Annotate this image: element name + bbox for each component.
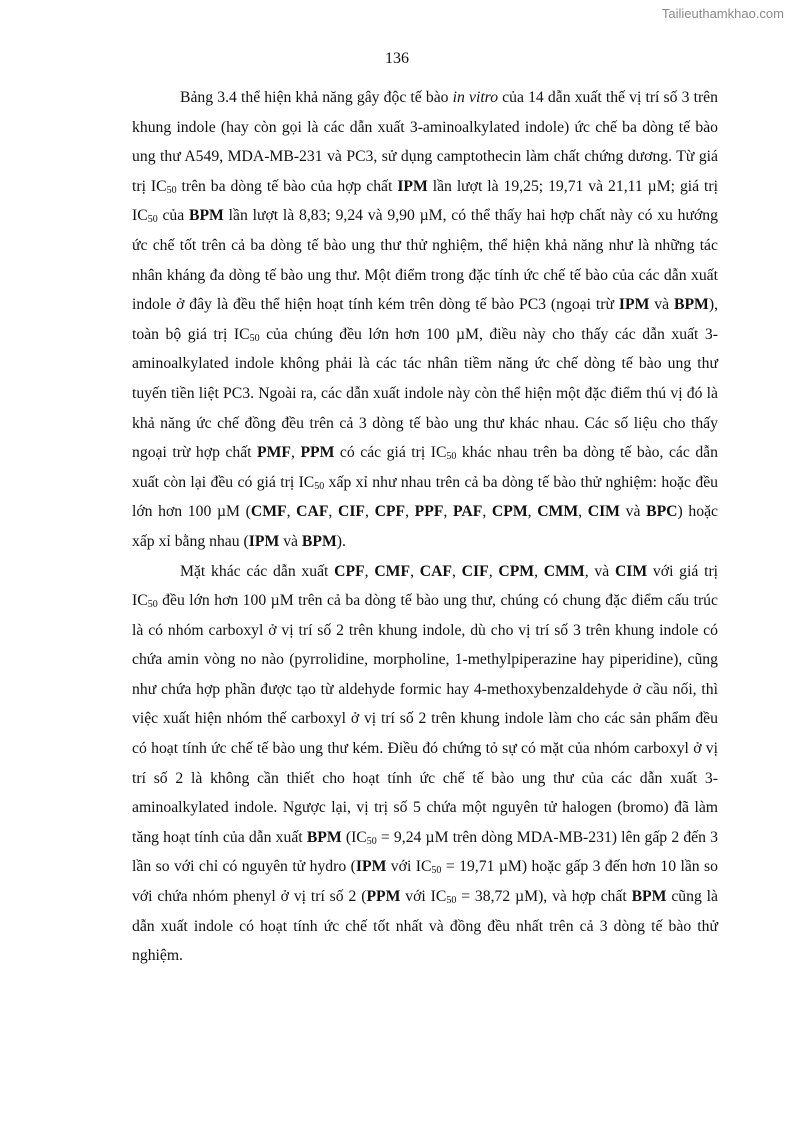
compound-code: CPF (334, 562, 365, 580)
text-run: của 14 dẫn xuất thế vị trí số 3 trên khung indole (hay còn gọi là các dẫn xuất 3-aminoalkylated indole) ức chế ba dòng tế bào ung thư A549, MDA-MB-231 và PC3, sử dụng camptothecin làm chất chứng dương. Từ giá trị IC (132, 89, 718, 195)
body-text (132, 83, 718, 971)
compound-code: CMF (250, 503, 287, 521)
text-run: , (365, 503, 375, 521)
text-run: , (443, 503, 453, 521)
text-run: với giá trị IC (132, 562, 719, 610)
compound-code: BPM (674, 296, 709, 314)
text-run: và (649, 296, 674, 314)
text-run: (IC (341, 828, 367, 846)
compound-code: CIM (614, 562, 648, 580)
text-run: , (291, 444, 301, 462)
text-run: trên ba dòng tế bào của hợp chất (176, 177, 398, 195)
compound-code: CPM (491, 503, 528, 521)
compound-code: CMF (374, 562, 411, 580)
compound-code: CMM (537, 503, 579, 521)
subscript: 50 (431, 865, 442, 877)
text-run: lần lượt là 8,83; 9,24 và 9,90 µM, có thể thấy hai hợp chất này có xu hướng ức chế tốt trên cả ba dòng tế bào ung thư thử nghiệm, thể hiện khả năng như là những tác nhân kháng đa dòng tế bào ung thư. Một điểm trong đặc tính ức chế tế bào của các dẫn xuất indole ở đây là đều thể hiện hoạt tính kém trên dòng tế bào PC3 (ngoại trừ (132, 207, 718, 314)
text-run: , (328, 503, 338, 521)
compound-code: CAF (296, 503, 329, 521)
text-run: , (527, 503, 538, 521)
page-number: 136 (385, 50, 409, 67)
text-run: với IC (386, 858, 432, 876)
compound-code: PPM (300, 444, 335, 462)
text-run: = 19,71 µM) hoặc gấp 3 đến hơn 10 lần so với chứa nhóm phenyl ở vị trí số 2 ( (132, 858, 719, 906)
text-run: của (157, 207, 190, 225)
text-run: ) hoặc xấp xỉ bằng nhau ( (132, 503, 718, 550)
text-run: có các giá trị IC (334, 444, 447, 462)
compound-code: PAF (453, 503, 483, 521)
compound-code: PPF (414, 503, 444, 521)
text-run: in vitro (452, 89, 499, 106)
text-run: , (534, 562, 544, 580)
text-run: của chúng đều lớn hơn 100 µM, điều này cho thấy các dẫn xuất 3-aminoalkylated indole không phải là các tác nhân tiềm năng ức chế dòng tế bào ung thư tuyến tiền liệt PC3. Ngoài ra, các dẫn xuất indole này còn thể hiện một đặc điểm thú vị đó là khả năng ức chế đồng đều trên cả 3 dòng tế bào ung thư khác nhau. Các số liệu cho thấy ngoại trừ hợp chất (132, 325, 718, 462)
subscript: 50 (249, 332, 260, 344)
compound-code: BPM (301, 532, 337, 550)
subscript: 50 (314, 480, 325, 492)
compound-code: IPM (355, 858, 387, 876)
subscript: 50 (366, 835, 377, 847)
text-run: và (279, 532, 302, 550)
compound-code: PMF (257, 444, 292, 462)
text-run: và (620, 503, 647, 521)
text-run: , (482, 503, 492, 521)
text-run: , (451, 562, 462, 580)
text-run: , (578, 503, 588, 521)
text-run: , (410, 562, 420, 580)
text-run: cũng là dẫn xuất indole có hoạt tính ức chế tốt nhất và đồng đều nhất trên cả 3 dòng tế bào thử nghiệm. (132, 888, 718, 965)
subscript: 50 (446, 451, 457, 463)
compound-code: CAF (419, 562, 452, 580)
text-run: = 9,24 µM trên dòng MDA-MB-231) lên gấp 2 đến 3 lần so với chỉ có nguyên tử hydro ( (132, 828, 718, 876)
compound-code: IPM (248, 532, 280, 550)
text-run: , và (584, 562, 615, 580)
compound-code: BPM (631, 888, 667, 906)
text-run: , (488, 562, 499, 580)
text-run: Bảng 3.4 thể hiện khả năng gây độc tế bào (180, 89, 453, 106)
text-run: , (364, 562, 375, 580)
text-run: Mặt khác các dẫn xuất (180, 562, 335, 580)
text-run: khác nhau trên ba dòng tế bào, các dẫn xuất còn lại đều có giá trị IC (132, 444, 718, 491)
text-run: ), toàn bộ giá trị IC (132, 296, 719, 343)
subscript: 50 (147, 214, 158, 226)
compound-code: CPF (374, 503, 406, 521)
paragraph-1 (132, 83, 718, 557)
text-run: , (286, 503, 297, 521)
compound-code: BPC (646, 503, 678, 521)
watermark: Tailieuthamkhao.com (661, 6, 784, 21)
subscript: 50 (166, 184, 177, 196)
compound-code: IPM (397, 177, 428, 195)
compound-code: BPM (189, 207, 224, 225)
compound-code: CIF (337, 503, 366, 521)
text-run: , (405, 503, 415, 521)
compound-code: CMM (543, 562, 585, 580)
text-run: với IC (400, 888, 447, 906)
paragraph-2 (132, 557, 718, 971)
text-run: xấp xỉ như nhau trên cả ba dòng tế bào thử nghiệm: hoặc đều lớn hơn 100 µM ( (132, 473, 718, 521)
compound-code: CIF (461, 562, 489, 580)
subscript: 50 (147, 599, 158, 611)
compound-code: IPM (618, 296, 650, 314)
text-run: đều lớn hơn 100 µM trên cả ba dòng tế bào ung thư, chúng có chung đặc điểm cấu trúc là có nhóm carboxyl ở vị trí số 2 trên khung indole, dù cho vị trí số 3 trên khung indole có chứa amin vòng no nào (pyrrolidine, morpholine, 1-methylpiperazine hay piperidine), cũng như chứa hợp phần được tạo từ aldehyde formic hay 4-methoxybenzaldehyde ở cầu nối, thì việc xuất hiện nhóm thế carboxyl ở vị trí số 2 trên khung indole làm cho các sản phẩm đều có hoạt tính ức chế tế bào ung thư kém. Điều đó chứng tỏ sự có mặt của nhóm carboxyl ở vị trí số 2 là không cần thiết cho hoạt tính ức chế tế bào ung thư của các dẫn xuất 3-aminoalkylated indole. Ngược lại, vị trị số 5 chứa một nguyên tử halogen (bromo) đã làm tăng hoạt tính của dẫn xuất (132, 592, 718, 846)
compound-code: PPM (366, 888, 401, 906)
text-run: ). (336, 532, 346, 550)
compound-code: CIM (587, 503, 620, 521)
subscript: 50 (446, 895, 457, 907)
text-run: = 38,72 µM), và hợp chất (456, 888, 632, 906)
compound-code: CPM (498, 562, 535, 580)
text-run: lần lượt là 19,25; 19,71 và 21,11 µM; giá trị IC (132, 177, 718, 225)
compound-code: BPM (306, 828, 342, 846)
